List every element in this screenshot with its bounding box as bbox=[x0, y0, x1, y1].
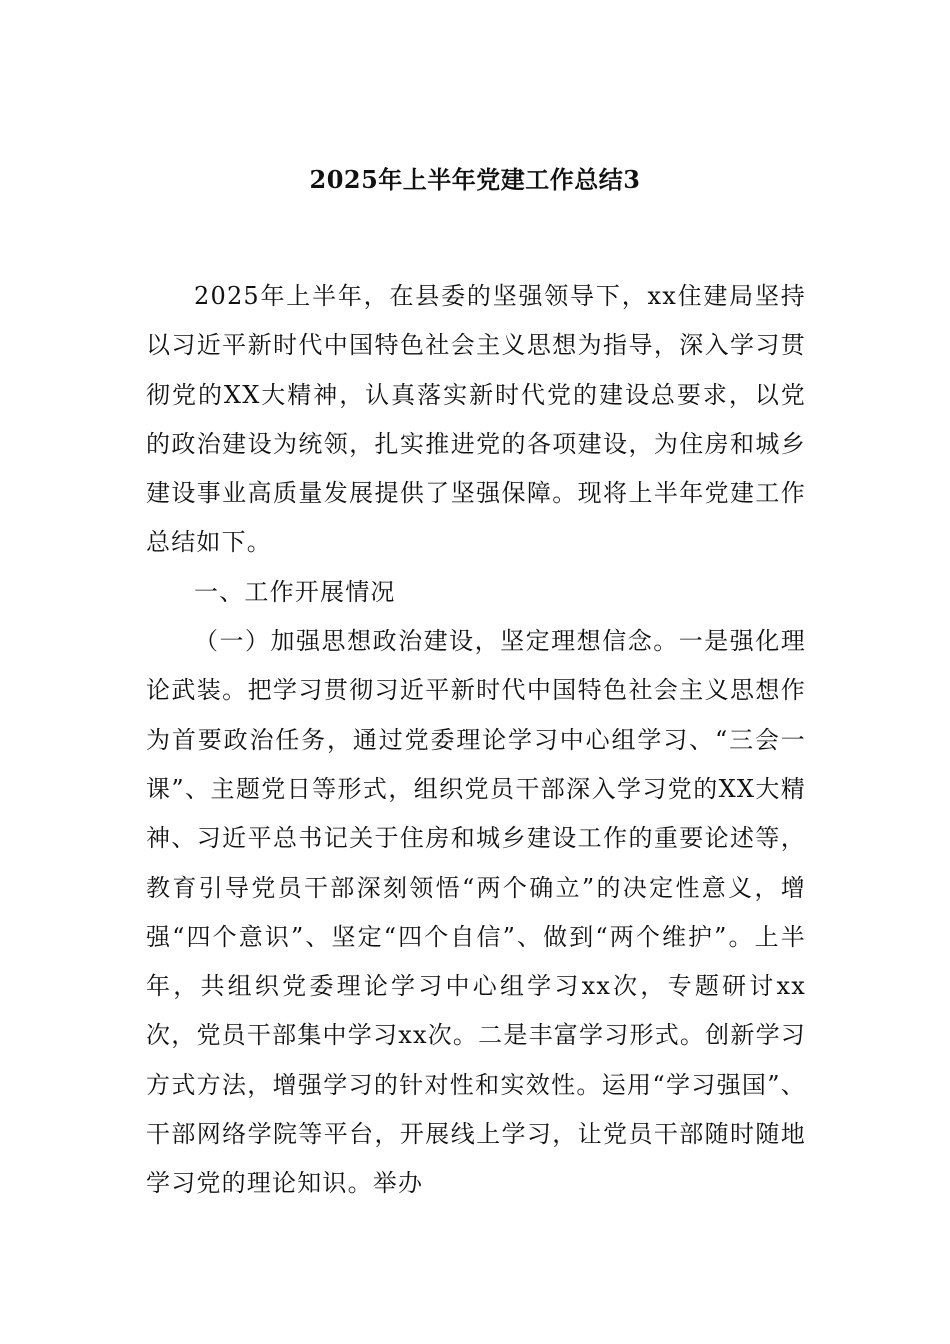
document-body bbox=[146, 272, 806, 1209]
section-heading: 一、工作开展情况 bbox=[194, 577, 396, 606]
intro-paragraph: 2025年上半年，在县委的坚强领导下，xx住建局坚持以习近平新时代中国特色社会主义思想为指导，深入学习贯彻党的XX大精神，认真落实新时代党的建设总要求，以党的政治建设为统领，扎实推进党的各项建设，为住房和城乡建设事业高质量发展提供了坚强保障。现将上半年党建工作总结如下。 bbox=[146, 282, 806, 557]
document-title: 2025年上半年党建工作总结3 bbox=[309, 165, 641, 194]
section-paragraph: （一）加强思想政治建设，坚定理想信念。一是强化理论武装。把学习贯彻习近平新时代中国特色社会主义思想作为首要政治任务，通过党委理论学习中心组学习、“三会一课”、主题党日等形式，组织党员干部深入学习党的XX大精神、习近平总书记关于住房和城乡建设工作的重要论述等，教育引导党员干部深刻领悟“两个确立”的决定性意义，增强“四个意识”、坚定“四个自信”、做到“两个维护”。上半年，共组织党委理论学习中心组学习xx次，专题研讨xx次，党员干部集中学习xx次。二是丰富学习形式。创新学习方式方法，增强学习的针对性和实效性。运用“学习强国”、干部网络学院等平台，开展线上学习，让党员干部随时随地学习党的理论知识。举办 bbox=[146, 627, 806, 1198]
